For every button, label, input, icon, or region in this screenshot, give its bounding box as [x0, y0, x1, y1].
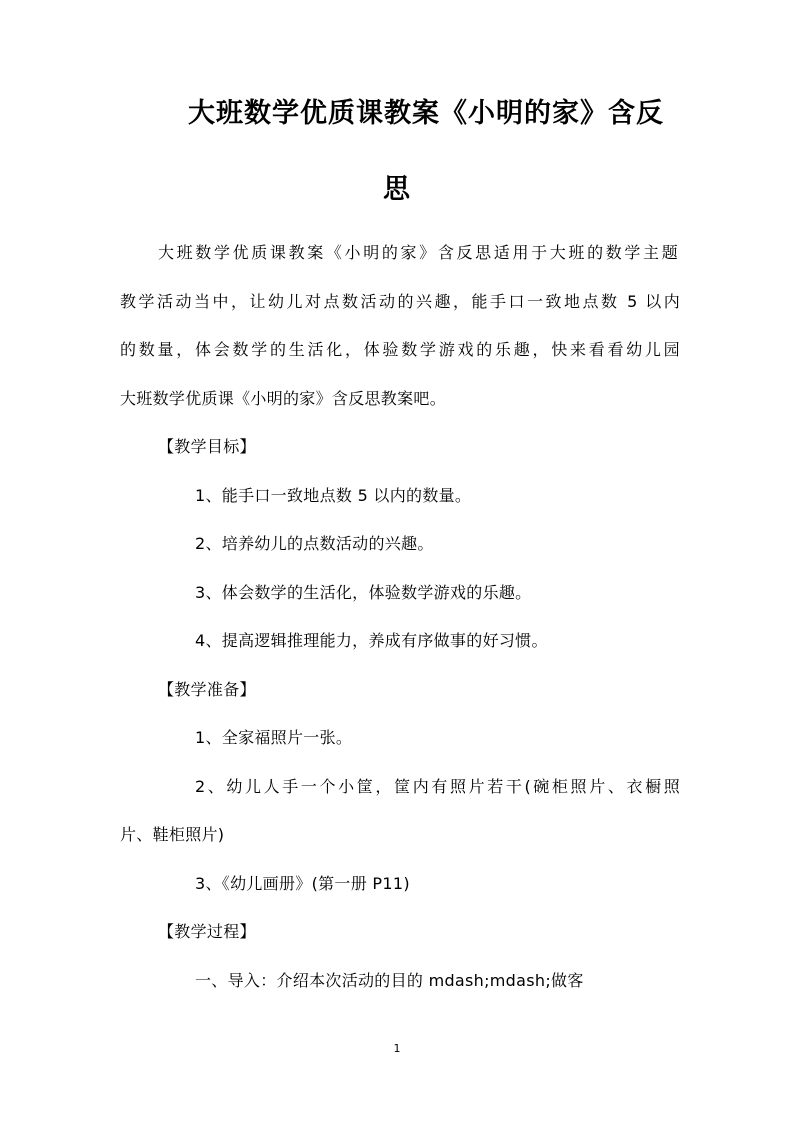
prep-item-1: 1、全家福照片一张。	[195, 728, 353, 747]
prep-item-2-line-2: 片、鞋柜照片)	[120, 825, 225, 844]
goal-item-4: 4、提高逻辑推理能力，养成有序做事的好习惯。	[195, 631, 548, 650]
intro-line-1: 大班数学优质课教案《小明的家》含反思适用于大班的数学主题	[158, 243, 678, 262]
goal-item-2: 2、培养幼儿的点数活动的兴趣。	[195, 534, 434, 553]
process-heading: 【教学过程】	[158, 922, 256, 941]
prep-item-3: 3、《幼儿画册》(第一册 P11)	[195, 874, 410, 893]
goals-heading: 【教学目标】	[158, 437, 256, 456]
prep-item-2-line-1: 2、幼儿人手一个小筐，筐内有照片若干(碗柜照片、衣橱照	[195, 777, 680, 796]
document-title-line-1: 大班数学优质课教案《小明的家》含反	[188, 98, 664, 129]
goal-item-3: 3、体会数学的生活化，体验数学游戏的乐趣。	[195, 583, 532, 602]
document-title-line-2: 思	[383, 174, 411, 205]
intro-line-4: 大班数学优质课《小明的家》含反思教案吧。	[120, 389, 447, 408]
intro-line-3: 的数量，体会数学的生活化，体验数学游戏的乐趣，快来看看幼儿园	[120, 340, 680, 359]
process-item-1: 一、导入：介绍本次活动的目的 mdash;mdash;做客	[195, 971, 584, 990]
goal-item-1: 1、能手口一致地点数 5 以内的数量。	[195, 486, 472, 505]
intro-line-2: 教学活动当中，让幼儿对点数活动的兴趣，能手口一致地点数 5 以内	[120, 292, 680, 311]
prep-heading: 【教学准备】	[158, 680, 256, 699]
page-number: 1	[393, 1042, 401, 1055]
